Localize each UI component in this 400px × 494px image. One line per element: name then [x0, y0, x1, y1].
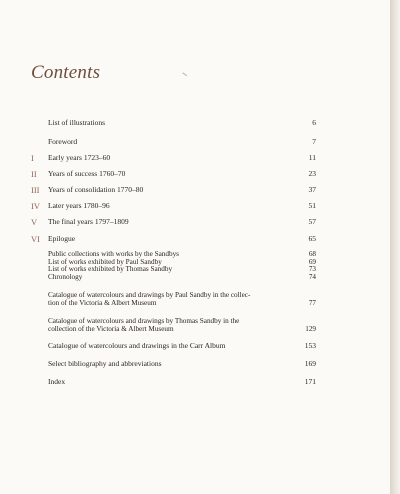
toc-entry-title-line: Public collections with works by the Sandbys — [48, 250, 179, 258]
page-title: Contents — [31, 62, 101, 83]
toc-entry-title-line: List of works exhibited by Thomas Sandby — [48, 265, 173, 274]
toc-entry-title — [48, 185, 296, 195]
toc-entry-page-number — [286, 137, 316, 147]
page-number: 37 — [308, 185, 316, 194]
toc-entry-title-line: The final years 1797–1809 — [48, 217, 129, 226]
toc-entry-page-number — [286, 217, 316, 227]
page-mark — [182, 70, 188, 76]
toc-entry-page-number — [286, 318, 316, 333]
page-number: 74 — [308, 272, 316, 281]
toc-entry-page-number — [286, 201, 316, 211]
toc-entry-title — [48, 234, 296, 244]
toc-entry-page-number — [286, 153, 316, 163]
toc-entry-title-line: Years of success 1760–70 — [48, 169, 126, 178]
toc-entry-title — [48, 217, 296, 227]
page-number: 65 — [308, 234, 316, 243]
page-number: 77 — [308, 298, 316, 307]
toc-entry-title-line: Catalogue of watercolours and drawings by Thomas Sandby in the — [48, 317, 240, 325]
toc-entry-numeral: VI — [31, 234, 40, 244]
toc-entry-title — [48, 377, 296, 387]
toc-entry-title-line: Catalogue of watercolours and drawings in the Carr Album — [48, 341, 226, 350]
toc-entry-title — [48, 359, 296, 369]
toc-entry-title — [48, 137, 296, 147]
toc-entry-title — [48, 292, 296, 307]
toc-entry-page-number — [286, 292, 316, 307]
toc-entry-numeral: III — [31, 185, 40, 195]
toc-entry-title-line: Epilogue — [48, 234, 76, 243]
page-number: 69 — [308, 257, 316, 266]
toc-entry-title-line: Index — [48, 377, 66, 386]
toc-entry-title — [48, 341, 296, 351]
toc-entry-title-line: Select bibliography and abbreviations — [48, 359, 162, 368]
toc-entry-title-line: Chronology — [48, 272, 83, 281]
toc-entry-page-number — [286, 118, 316, 128]
toc-entry-page-number — [286, 234, 316, 244]
page-number: 7 — [312, 137, 316, 146]
toc-entry-title-line: List of works exhibited by Paul Sandby — [48, 257, 162, 266]
toc-entry-title-line: List of illustrations — [48, 118, 106, 127]
page-number: 169 — [304, 359, 316, 368]
page-number: 129 — [305, 324, 316, 333]
toc-entry-title-line: Years of consolidation 1770–80 — [48, 185, 144, 194]
toc-entry-numeral: IV — [31, 201, 40, 211]
page-number: 23 — [308, 169, 316, 178]
page-number: 11 — [308, 153, 316, 162]
toc-entry-title-line: Later years 1780–96 — [48, 201, 110, 210]
toc-entry-page-number — [286, 377, 316, 387]
toc-entry-page-number — [286, 251, 316, 281]
page-number: 153 — [304, 341, 316, 350]
toc-entry-title-line: collection of the Victoria & Albert Museum — [48, 324, 174, 333]
page-number: 51 — [308, 201, 316, 210]
toc-entry-title — [48, 118, 296, 128]
toc-entry-numeral: II — [31, 169, 37, 179]
toc-entry-title-line: Early years 1723–60 — [48, 153, 111, 162]
toc-entry-page-number — [286, 169, 316, 179]
page-number: 171 — [304, 377, 316, 386]
toc-entry-title — [48, 153, 296, 163]
page-number: 57 — [308, 217, 316, 226]
page-number: 68 — [308, 250, 316, 258]
toc-entry-numeral: I — [31, 153, 34, 163]
toc-entry-title — [48, 251, 296, 281]
toc-entry-page-number — [286, 185, 316, 195]
toc-entry-title-line: tion of the Victoria & Albert Museum — [48, 298, 157, 307]
toc-entry-page-number — [286, 359, 316, 369]
toc-entry-numeral: V — [31, 217, 38, 227]
toc-entry-title — [48, 201, 296, 211]
toc-entry-title — [48, 169, 296, 179]
toc-entry-title-line: Foreword — [48, 137, 78, 146]
toc-entry-title — [48, 318, 296, 333]
toc-entry-title-line: Catalogue of watercolours and drawings by Paul Sandby in the collec- — [48, 291, 251, 299]
toc-entry-page-number — [286, 341, 316, 351]
page-number: 6 — [312, 118, 316, 127]
page-number: 73 — [308, 265, 316, 274]
page-edge-shadow — [390, 0, 400, 494]
